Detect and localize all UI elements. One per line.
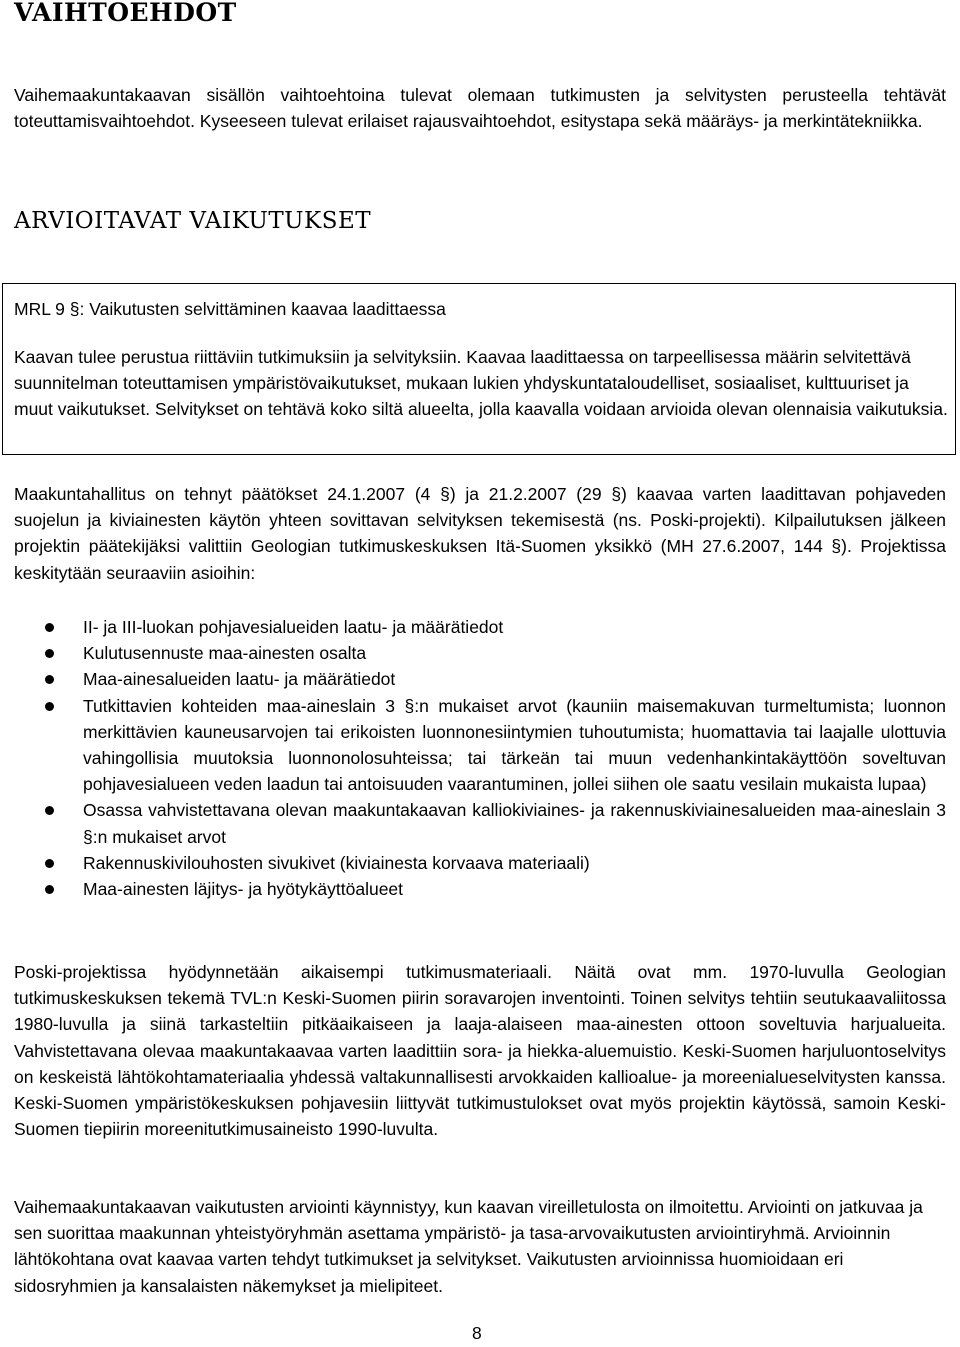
poski-paragraph: Poski-projektissa hyödynnetään aikaisempi tutkimusmateriaali. Näitä ovat mm. 1970-luvulla Geologian tutkimuskeskuksen tekemä TVL:n Keski-Suomen piirin soravarojen inventointi. Toinen selvitys tehtiin seutukaavaliitossa 1980-luvulla ja siinä tarkasteltiin pitkäaikaiseen ja laaja-alaiseen maa-ainesten ottoon soveltuvia harjualueita. Vahvistettavana olevaa maakuntakaavaa varten laadittiin sora- ja hiekka-aluemuistio. Keski-Suomen harjuluontoselvitys on keskeistä lähtökohtamateriaalia yhdessä valtakunnallisesti arvokkaiden kallioalue- ja moreenialueselvitysten kanssa. Keski-Suomen ympäristökeskuksen pohjavesiin liittyvät tutkimustulokset ovat myös projektin käytössä, samoin Keski-Suomen tiepiirin moreenitutkimusaineisto 1990-luvulta. (14, 962, 946, 1140)
bullet-icon (45, 885, 54, 894)
page-title: VAIHTOEHDOT (14, 0, 237, 27)
list-item: Maa-ainesalueiden laatu- ja määrätiedot (0, 666, 960, 692)
topics-list (0, 614, 960, 902)
list-item: Tutkittavien kohteiden maa-aineslain 3 §:n mukaiset arvot (kauniin maisemakuvan turmeltumista; luonnon merkittävien kauneusarvojen tai erikoisten luonnonesiintymien tuhoutumista; huomattavia tai laajalle ulottuvia vahingollisia muutoksia luonnonolosuhteissa; tai tärkeän tai muun vedenhankintakäyttöön soveltuvan pohjavesialueen veden laadun tai antoisuuden vaarantuminen, jollei siihen ole saatu vesilain mukaista lupaa) (0, 693, 960, 798)
bullet-icon (45, 623, 54, 632)
page-number: 8 (472, 1323, 482, 1343)
law-quote-body: Kaavan tulee perustua riittäviin tutkimuksiin ja selvityksiin. Kaavaa laadittaessa on tarpeellisessa määrin selvitettävä suunnitelman toteuttamisen ympäristövaikutukset, mukaan lukien yhdyskuntataloudelliset, sosiaaliset, kulttuuriset ja muut vaikutukset. Selvitykset on tehtävä koko siltä alueelta, jolla kaavalla voidaan arvioida olevan olennaisia vaikutuksia. (14, 347, 948, 420)
list-item: Maa-ainesten läjitys- ja hyötykäyttöalueet (0, 876, 960, 902)
list-item: II- ja III-luokan pohjavesialueiden laatu- ja määrätiedot (0, 614, 960, 640)
law-quote-heading: MRL 9 §: Vaikutusten selvittäminen kaavaa laadittaessa (14, 299, 446, 319)
decisions-paragraph: Maakuntahallitus on tehnyt päätökset 24.1.2007 (4 §) ja 21.2.2007 (29 §) kaavaa varten laadittavan pohjaveden suojelun ja kiviainesten käytön yhteen sovittavan selvityksen tekemisestä (ns. Poski-projekti). Kilpailutuksen jälkeen projektin päätekijäksi valittiin Geologian tutkimuskeskuksen Itä-Suomen yksikkö (MH 27.6.2007, 144 §). Projektissa keskitytään seuraaviin asioihin: (14, 484, 946, 583)
bullet-icon (45, 675, 54, 684)
assessment-paragraph: Vaihemaakuntakaavan vaikutusten arviointi käynnistyy, kun kaavan vireilletulosta on ilmoitettu. Arviointi on jatkuvaa ja sen suorittaa maakunnan yhteistyöryhmän asettama ympäristö- ja tasa-arvovaikutusten arviointiryhmä. Arvioinnin lähtökohtana ovat kaavaa varten tehdyt tutkimukset ja selvitykset. Vaikutusten arvioinnissa huomioidaan eri sidosryhmien ja kansalaisten näkemykset ja mielipiteet. (14, 1197, 923, 1296)
bullet-icon (45, 702, 54, 711)
list-item: Rakennuskivilouhosten sivukivet (kiviainesta korvaava materiaali) (0, 850, 960, 876)
list-item: Osassa vahvistettavana olevan maakuntakaavan kalliokiviaines- ja rakennuskiviainesalueiden maa-aineslain 3 §:n mukaiset arvot (0, 797, 960, 849)
bullet-icon (45, 806, 54, 815)
list-item: Kulutusennuste maa-ainesten osalta (0, 640, 960, 666)
intro-paragraph: Vaihemaakuntakaavan sisällön vaihtoehtoina tulevat olemaan tutkimusten ja selvitysten perusteella tehtävät toteuttamisvaihtoehdot. Kyseeseen tulevat erilaiset rajausvaihtoehdot, esitystapa sekä määräys- ja merkintätekniikka. (14, 85, 946, 132)
section-title: ARVIOITAVAT VAIKUTUKSET (14, 208, 372, 234)
bullet-icon (45, 859, 54, 868)
bullet-icon (45, 649, 54, 658)
law-quote-box (2, 283, 956, 455)
